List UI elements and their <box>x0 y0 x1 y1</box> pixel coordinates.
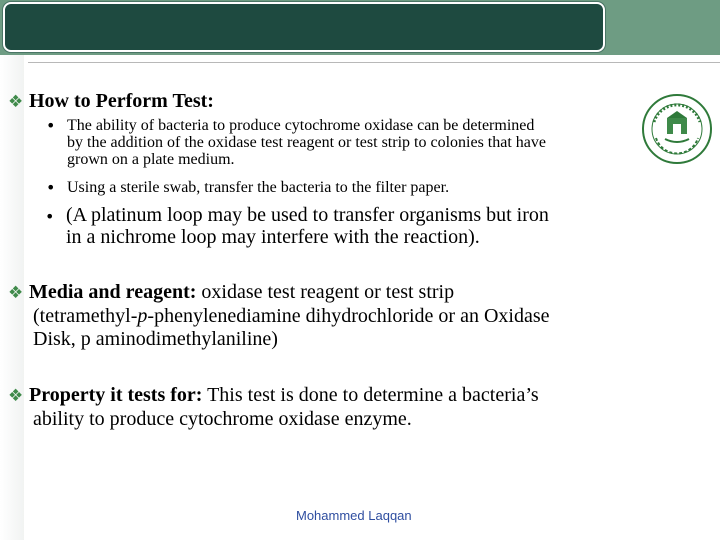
media-text: oxidase test reagent or test strip <box>196 281 455 303</box>
property-line-1 <box>8 384 539 408</box>
property-text: This test is done to determine a bacteria’s <box>202 384 539 406</box>
title-bar <box>0 0 720 55</box>
diamond-bullet-icon: ❖ <box>8 92 24 112</box>
bullet-dot-icon: • <box>46 178 56 197</box>
media-line-2: (tetramethyl-p-phenylenediamine dihydrochloride or an Oxidase <box>33 305 550 327</box>
media-lead: Media and reagent: <box>29 281 197 303</box>
bullet-line: Using a sterile swab, transfer the bacteria to the filter paper. <box>67 179 450 196</box>
bullet-item <box>45 204 549 248</box>
media-line-3: Disk, p aminodimethylaniline) <box>33 328 278 350</box>
heading-how-to-perform <box>8 90 214 114</box>
heading-text: How to Perform Test: <box>29 90 214 112</box>
bullet-dot-icon: • <box>46 116 56 135</box>
university-seal-logo <box>640 92 714 166</box>
footer-author: Mohammed Laqqan <box>296 508 412 523</box>
media-reagent-paragraph <box>8 281 550 351</box>
diamond-bullet-icon: ❖ <box>8 386 24 406</box>
property-lead: Property it tests for: <box>29 384 203 406</box>
property-line-2: ability to produce cytochrome oxidase enzyme. <box>33 408 412 430</box>
bullet-line: The ability of bacteria to produce cytochrome oxidase can be determined <box>67 117 535 134</box>
property-paragraph <box>8 384 539 431</box>
diamond-bullet-icon: ❖ <box>8 283 24 303</box>
header-divider <box>28 62 720 63</box>
bullet-line: grown on a plate medium. <box>67 151 235 168</box>
bullet-item <box>46 178 450 197</box>
bullet-line: in a nichrome loop may interfere with the reaction). <box>66 226 480 248</box>
bullet-item <box>46 116 546 168</box>
title-panel <box>3 2 605 52</box>
bullet-line: by the addition of the oxidase test reagent or test strip to colonies that have <box>67 134 546 151</box>
bullet-dot-icon: • <box>45 207 55 226</box>
bullet-line: (A platinum loop may be used to transfer organisms but iron <box>66 204 549 226</box>
media-line-1 <box>8 281 550 305</box>
